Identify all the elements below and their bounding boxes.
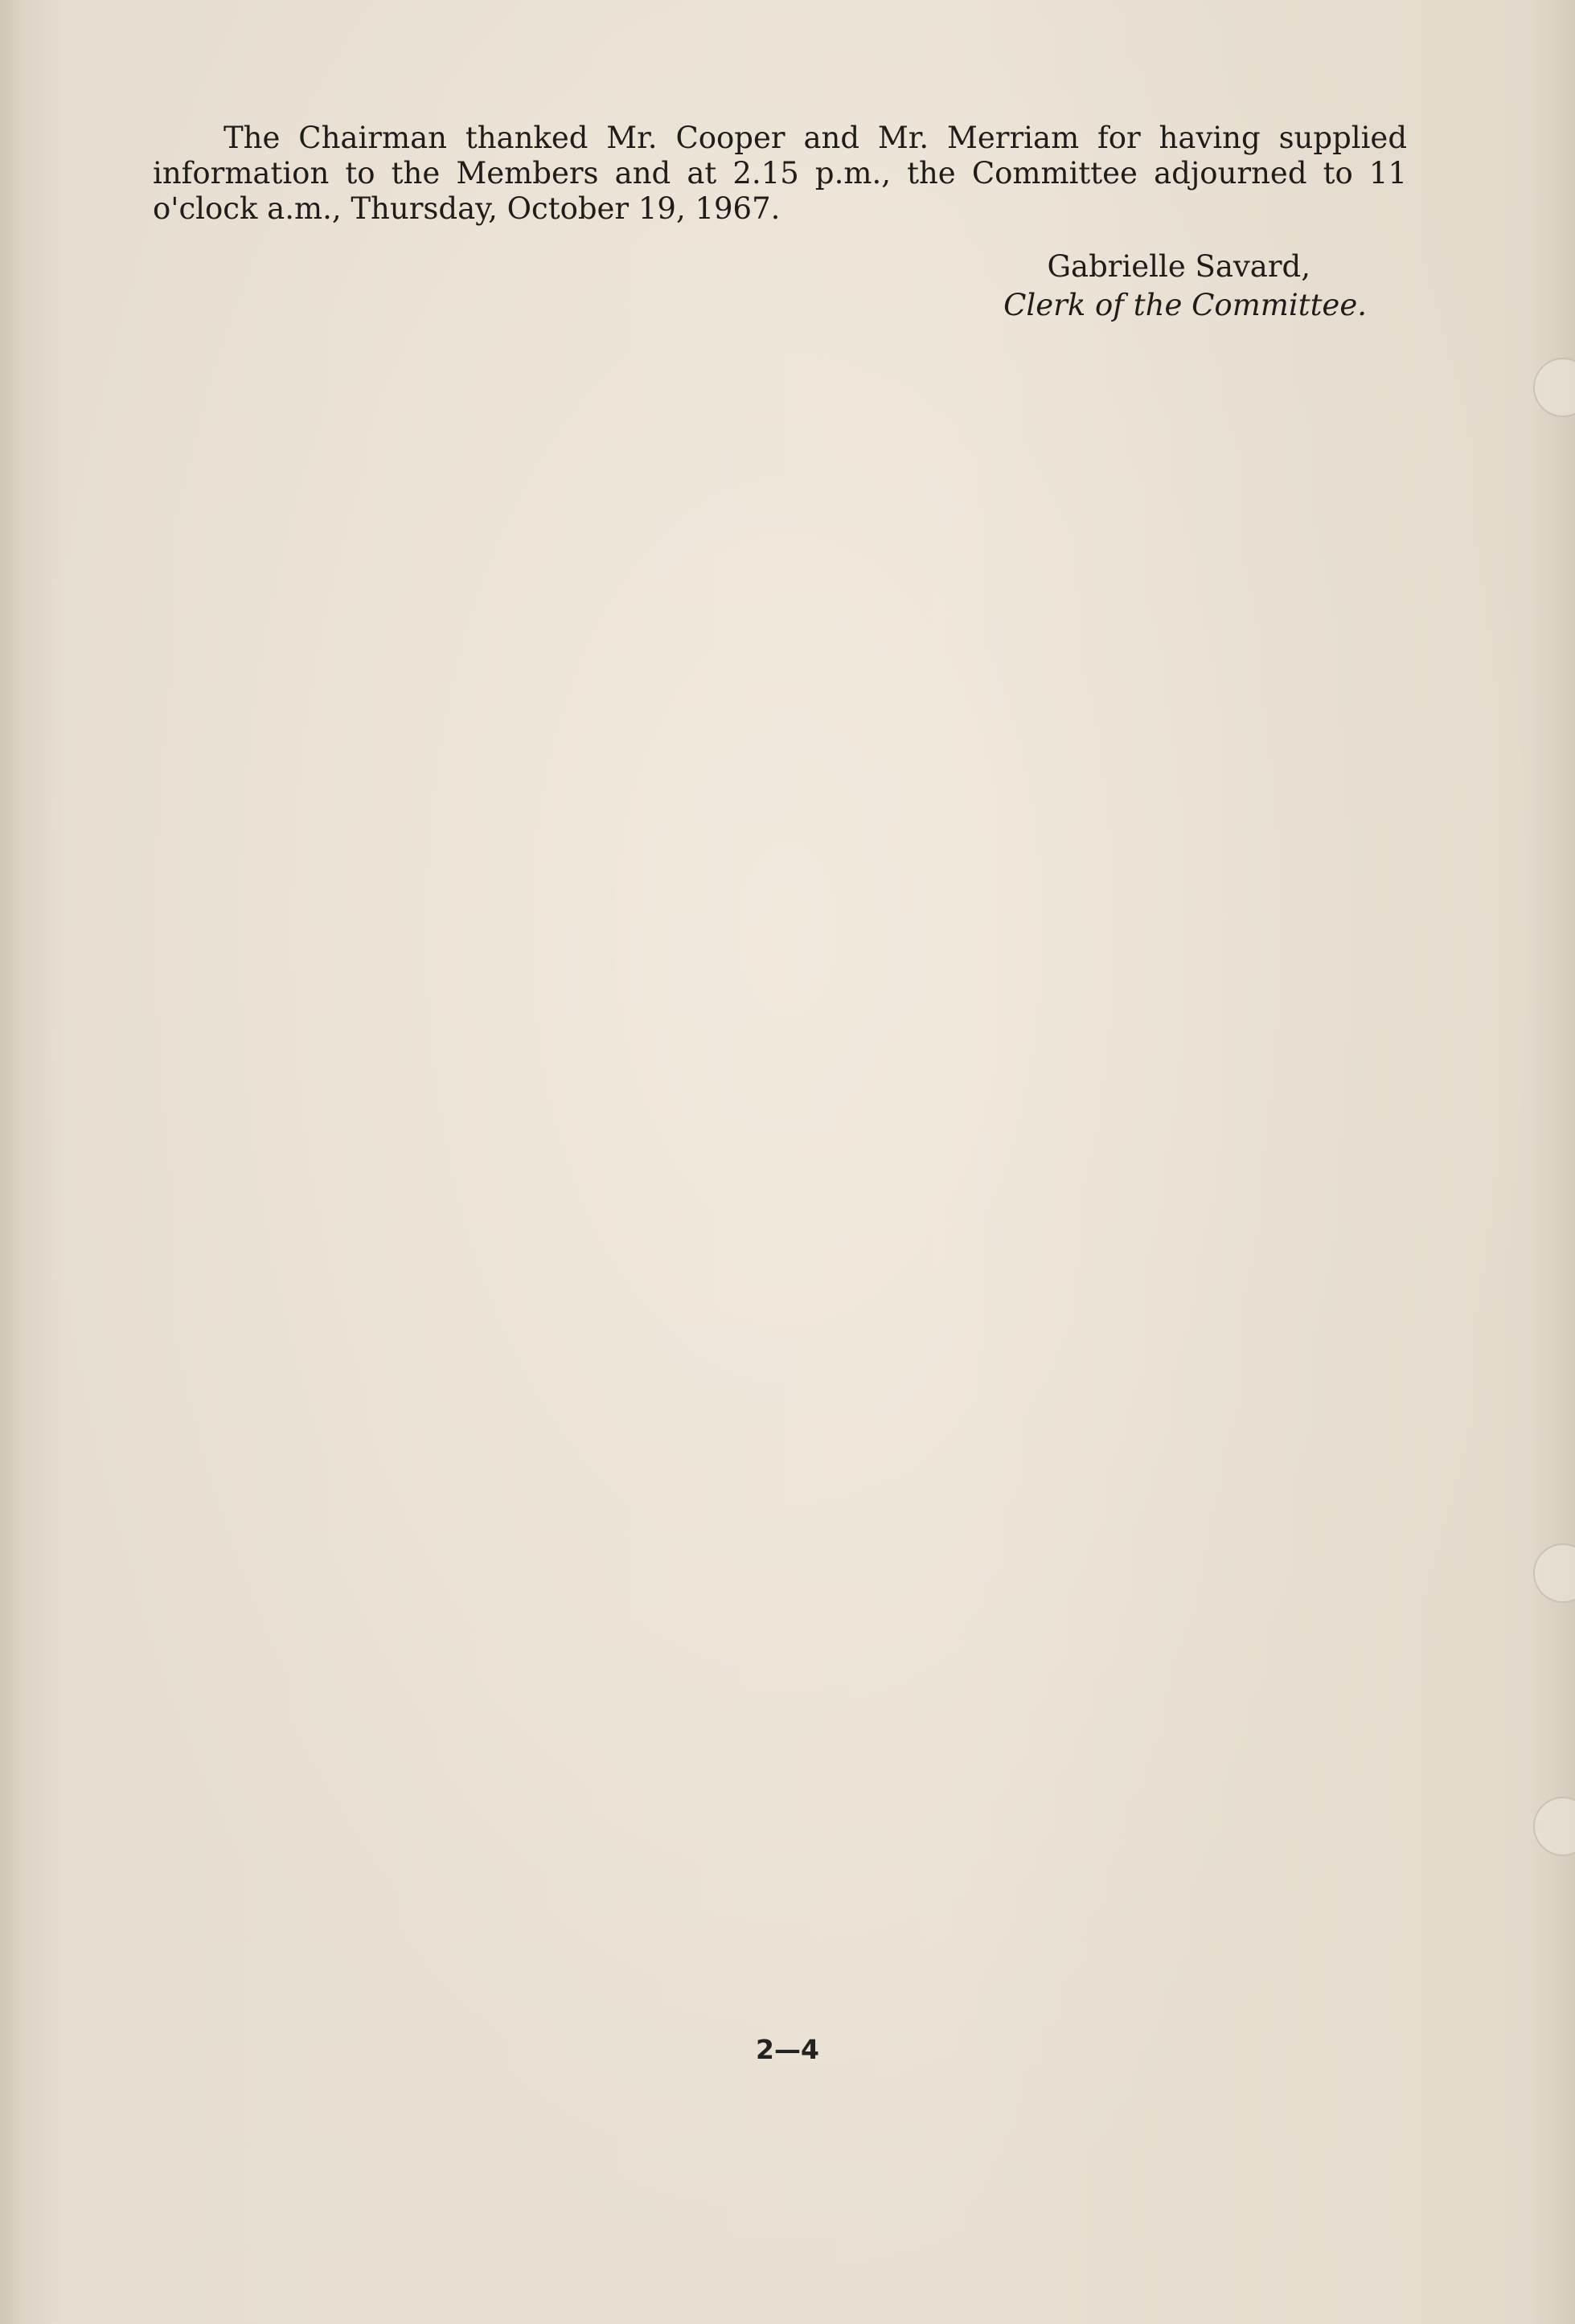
clerk-name: Gabrielle Savard, [1047,249,1310,284]
page-edge-shadow [1527,0,1575,2324]
signature-block [949,248,1367,325]
clerk-title: Clerk of the Committee. [1003,288,1367,322]
page-number: 2—4 [756,2034,819,2065]
closing-paragraph: The Chairman thanked Mr. Cooper and Mr. Merriam for having supplied information to the Members and at 2.15 p.m., the Committee adjourned to 11 o'clock a.m., Thursday, October 19, 1967. [153,121,1407,226]
